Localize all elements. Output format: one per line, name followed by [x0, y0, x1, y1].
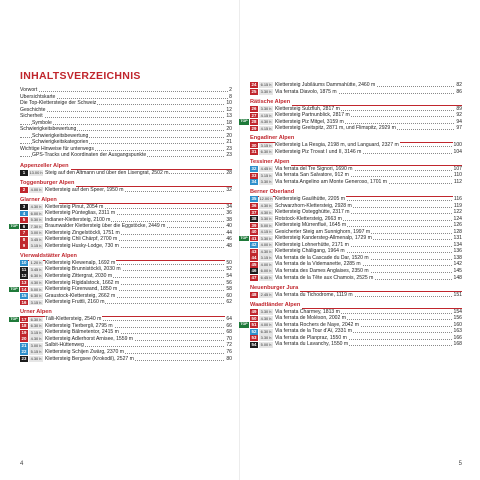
- top-badge: TOP: [240, 119, 248, 124]
- region-name: Vierwaldstätter Alpen: [20, 252, 77, 259]
- entry-title: Via ferrata de la Tête aux Chamois, 2525 m: [275, 274, 374, 281]
- route-number-badge: 18: [21, 323, 27, 329]
- entry-title: Klettersteig Brunnistöckli, 2030 m: [45, 266, 121, 273]
- region-name: Rätische Alpen: [250, 98, 291, 105]
- entry-title: Via ferrata de la Videmanette, 2285 m: [275, 261, 361, 268]
- route-number-badge: 47: [251, 274, 257, 280]
- duration-badge: 5.00 h: [260, 341, 272, 347]
- entry-title: Klettersteig Zittergrat, 2030 m: [45, 273, 113, 280]
- route-number-badge: 4: [20, 211, 28, 217]
- route-number-badge: 21: [21, 342, 27, 348]
- entry-page: 163: [453, 328, 462, 335]
- entry-title: Via ferrata San Salvatore, 912 m: [275, 172, 349, 179]
- duration-badge: 4.15 h: [260, 125, 272, 131]
- route-number-badge: 37: [251, 209, 257, 215]
- route-number-badge: 10: [21, 260, 27, 266]
- left-page-number: 4: [20, 461, 24, 467]
- route-number-badge: 26: [251, 105, 257, 111]
- entry-page: 148: [453, 274, 462, 281]
- duration-badge: 13.00 h: [29, 169, 43, 175]
- region-heading: [20, 253, 232, 260]
- duration-badge: 3.30 h: [260, 179, 272, 185]
- entry-title: Via ferrata de Planpraz, 1550 m: [275, 334, 347, 341]
- entry-title: Klettersteig Jubiläums Dammahütte, 2460 m: [275, 82, 376, 88]
- entry-page: 32: [226, 186, 232, 193]
- duration-badge: 3.30 h: [260, 235, 272, 241]
- duration-badge: 6.00 h: [260, 268, 272, 274]
- entry-title: Schwarzhorn-Klettersteig, 2928 m: [275, 202, 352, 209]
- entry-title: Klettersteig Klewenalp, 1692 m: [45, 259, 116, 266]
- entry-title: Klettersteig Fruttli, 2160 m: [45, 299, 105, 306]
- duration-badge: 6.00 h: [30, 210, 42, 216]
- entry-title: Klettersteig Lohnerhütte, 2171 m: [275, 241, 349, 248]
- entry-page: 58: [226, 286, 232, 293]
- region-name: Neuenburger Jura: [250, 284, 299, 291]
- entry-title: Steig auf den Altmann und über den Lisengrat, 2502 m: [45, 169, 169, 176]
- route-number-badge: 45: [251, 261, 257, 267]
- toc-entry[interactable]: [20, 243, 232, 250]
- region-name: Berner Oberland: [250, 189, 295, 196]
- toc-entry[interactable]: [20, 299, 232, 306]
- entry-title: Klettersteig Bälmetentor, 2415 m: [45, 329, 119, 336]
- route-number-badge: 11: [21, 266, 27, 272]
- entry-page: 104: [453, 148, 462, 155]
- entry-page: 126: [453, 222, 462, 229]
- region-heading: [250, 285, 462, 292]
- entry-title: Klettersteig Mürrenfluë, 1645 m: [275, 222, 347, 229]
- top-badge: TOP: [10, 286, 18, 291]
- toc-line-page: 20: [226, 126, 232, 133]
- route-number-badge: 50: [251, 315, 257, 321]
- toc-line-title: Übersichtskarte: [20, 93, 56, 100]
- duration-badge: 3.30 h: [260, 105, 272, 111]
- entry-title: Klettersteig Husky-Lodge, 730 m: [45, 242, 119, 249]
- region-heading: [20, 197, 232, 204]
- top-badge: TOP: [10, 223, 18, 228]
- dot-leader: [20, 91, 232, 92]
- duration-badge: 3.00 h: [30, 230, 42, 236]
- duration-badge: 4.30 h: [30, 355, 42, 361]
- entry-title: Klettersteig Piz Trovat I und II, 3146 m: [275, 148, 362, 155]
- route-number-badge: 9: [20, 243, 28, 249]
- region-name: Tessiner Alpen: [250, 158, 290, 165]
- duration-badge: 3.15 h: [260, 172, 272, 178]
- region-name: Engadiner Alpen: [250, 135, 295, 142]
- toc-entry[interactable]: [250, 341, 462, 348]
- entry-title: Braunwalder Klettersteig über die Eggstöcke, 2449 m: [45, 223, 166, 230]
- entry-title: Via ferrata Diavolo, 1875 m: [275, 88, 337, 95]
- entry-page: 72: [226, 342, 232, 349]
- duration-badge: 3.30 h: [260, 88, 272, 94]
- entry-title: Via ferrata de Moléson, 2002 m: [275, 315, 346, 322]
- toc-line-title: GPS-Tracks und Koordinaten der Ausgangspunkte: [32, 152, 147, 159]
- toc-line-page: 12: [226, 106, 232, 113]
- entry-title: Via ferrata des Dames Anglaises, 2350 m: [275, 268, 369, 275]
- entry-page: 56: [226, 279, 232, 286]
- duration-badge: 4.15 h: [260, 229, 272, 235]
- route-number-badge: 40: [251, 229, 257, 235]
- toc-line-page: 23: [226, 145, 232, 152]
- route-number-badge: 51: [251, 322, 257, 328]
- entry-page: 166: [453, 334, 462, 341]
- entry-title: Klettersteig Tierbergli, 2795 m: [45, 322, 113, 329]
- entry-title: Klettersteig Pinut, 2054 m: [45, 203, 104, 210]
- toc-heading: INHALTSVERZEICHNIS: [20, 70, 141, 82]
- entry-page: 142: [453, 261, 462, 268]
- top-badge: TOP: [10, 316, 18, 321]
- entry-page: 138: [453, 254, 462, 261]
- region-heading: [20, 163, 232, 170]
- entry-page: 128: [453, 228, 462, 235]
- entry-page: 89: [456, 105, 462, 112]
- entry-title: Via ferrata Charmey, 1813 m: [275, 308, 340, 315]
- duration-badge: 3.00 h: [30, 342, 42, 348]
- toc-line-page: 13: [226, 113, 232, 120]
- toc-entry[interactable]: [250, 125, 462, 132]
- entry-title: Tälli-Klettersteig, 2540 m: [45, 316, 102, 323]
- region-heading: [250, 159, 462, 166]
- entry-title: Klettersteig auf den Speer, 1950 m: [45, 186, 124, 193]
- duration-badge: 6.30 h: [30, 293, 42, 299]
- route-number-badge: 2: [20, 187, 28, 193]
- toc-entry[interactable]: [250, 292, 462, 299]
- dot-leader: [20, 117, 232, 118]
- duration-badge: 3.45 h: [30, 266, 42, 272]
- entry-page: 122: [453, 209, 462, 216]
- top-badge: TOP: [240, 235, 248, 240]
- entry-page: 34: [226, 203, 232, 210]
- region-heading: [250, 135, 462, 142]
- route-number-badge: 15: [21, 293, 27, 299]
- route-number-badge: 3: [20, 204, 28, 210]
- entry-title: Via ferrata del Tre Signori, 1690 m: [275, 165, 353, 172]
- route-number-badge: 48: [251, 292, 257, 298]
- toc-line-page: 20: [226, 132, 232, 139]
- duration-badge: 7.30 h: [30, 223, 42, 229]
- toc-line-title: Symbole: [32, 119, 52, 126]
- entry-title: Klettersteig Rigidalstock, 1662 m: [45, 279, 120, 286]
- entry-title: Klettersteig Piz Mitgel, 3159 m: [275, 118, 344, 125]
- toc-line-title: Wichtige Hinweise für unterwegs: [20, 145, 94, 152]
- entry-page: 100: [453, 142, 462, 149]
- duration-badge: 6.30 h: [30, 273, 42, 279]
- region-name: Appenzeller Alpen: [20, 162, 69, 169]
- toc-entry[interactable]: [20, 170, 232, 177]
- entry-title: Via ferrata de la Cascade du Dar, 1520 m: [275, 254, 369, 261]
- route-number-badge: 38: [251, 216, 257, 222]
- entry-page: 46: [226, 236, 232, 243]
- region-heading: [20, 309, 232, 316]
- entry-page: 52: [226, 266, 232, 273]
- route-number-badge: 49: [251, 309, 257, 315]
- duration-badge: 4.30 h: [260, 315, 272, 321]
- entry-title: Via ferrata du Lavanchy, 1550 m: [275, 341, 349, 348]
- route-number-badge: 31: [251, 149, 257, 155]
- entry-page: 28: [226, 169, 232, 176]
- duration-badge: 1.20 h: [30, 260, 42, 266]
- entry-page: 62: [226, 299, 232, 306]
- entry-title: Graustock-Klettersteig, 2662 m: [45, 292, 116, 299]
- entry-page: 40: [226, 223, 232, 230]
- duration-badge: 6.45 h: [260, 274, 272, 280]
- entry-page: 86: [456, 88, 462, 95]
- route-number-badge: 22: [21, 349, 27, 355]
- entry-page: 136: [453, 248, 462, 255]
- toc-line-page: 8: [229, 93, 232, 100]
- region-name: Waadtländer Alpen: [250, 301, 301, 308]
- entry-title: Klettersteig Greitspitz, 2871 m, und Flimspitz, 2929 m: [275, 125, 396, 132]
- duration-badge: 12.00 h: [259, 196, 273, 202]
- route-number-badge: 27: [251, 112, 257, 118]
- entry-page: 68: [226, 329, 232, 336]
- duration-badge: 4.30 h: [30, 204, 42, 209]
- duration-badge: 4.30 h: [260, 209, 272, 215]
- right-toc-column: [240, 82, 462, 348]
- duration-badge: 4.00 h: [260, 322, 272, 328]
- toc-line-page: 21: [226, 139, 232, 146]
- toc-line-title: Schwierigkeitsbewertung: [20, 126, 77, 133]
- entry-page: 48: [226, 242, 232, 249]
- entry-page: 134: [453, 241, 462, 248]
- duration-badge: 4.30 h: [260, 248, 272, 254]
- duration-badge: 4.00 h: [30, 186, 42, 192]
- toc-line-title: Vorwort: [20, 87, 38, 93]
- entry-page: 110: [453, 172, 462, 179]
- entry-title: Klettersteig Chli Chärpf, 2700 m: [45, 236, 118, 243]
- duration-badge: 4.00 h: [260, 242, 272, 248]
- route-number-badge: 41: [251, 235, 257, 241]
- route-number-badge: 34: [251, 179, 257, 185]
- route-number-badge: 53: [251, 335, 257, 341]
- entry-title: Via ferrata du Tichodrome, 1119 m: [275, 291, 353, 298]
- duration-badge: 4.30 h: [260, 202, 272, 208]
- route-number-badge: 5: [20, 217, 28, 223]
- duration-badge: 6.30 h: [30, 316, 42, 322]
- entry-page: 160: [453, 321, 462, 328]
- toc-line-page: 2: [229, 87, 232, 93]
- route-number-badge: 54: [251, 341, 257, 347]
- route-number-badge: 43: [251, 248, 257, 254]
- entry-page: 97: [456, 125, 462, 132]
- entry-title: Klettersteig Partnunblick, 2817 m: [275, 112, 350, 119]
- entry-title: Klettersteig Adlerhorst Arnisee, 1559 m: [45, 335, 134, 342]
- top-badge: TOP: [240, 322, 248, 327]
- toc-line-title: Sicherheit: [20, 113, 43, 120]
- entry-title: Salbit-Hüttenweg: [45, 342, 84, 349]
- entry-page: 76: [226, 349, 232, 355]
- toc-line-title: Die Top-Klettersteige der Schweiz: [20, 100, 97, 107]
- toc-entry[interactable]: [250, 275, 462, 282]
- entry-title: Klettersteig Gaulihütte, 2205 m: [275, 196, 345, 203]
- entry-title: Klettersteig Bergsee (Krokodil), 2527 m: [45, 355, 134, 362]
- route-number-badge: 19: [21, 329, 27, 335]
- duration-badge: 4.45 h: [260, 166, 272, 172]
- route-number-badge: 52: [251, 328, 257, 334]
- entry-page: 60: [226, 292, 232, 299]
- route-number-badge: 29: [251, 125, 257, 131]
- toc-entry[interactable]: [250, 149, 462, 156]
- duration-badge: 3.15 h: [30, 329, 42, 335]
- route-number-badge: 8: [20, 237, 28, 243]
- entry-page: 124: [453, 215, 462, 222]
- entry-page: 112: [453, 178, 462, 185]
- region-name: Toggenburger Alpen: [20, 179, 75, 186]
- entry-page: 156: [453, 315, 462, 322]
- route-number-badge: 14: [21, 286, 27, 292]
- entry-title: Via ferrata de la Tour d'Aï, 2331 m: [275, 328, 352, 335]
- duration-badge: 4.30 h: [260, 119, 272, 125]
- region-name: Urner Alpen: [20, 309, 52, 316]
- dot-leader: [20, 111, 232, 112]
- route-number-badge: 25: [251, 88, 257, 94]
- duration-badge: 4.00 h: [260, 261, 272, 267]
- route-number-badge: 39: [251, 222, 257, 228]
- right-page-number: 5: [458, 461, 462, 467]
- entry-page: 66: [226, 322, 232, 329]
- duration-badge: 2.45 h: [260, 292, 272, 298]
- route-number-badge: 23: [21, 355, 27, 361]
- right-page: [240, 0, 480, 480]
- toc-line-title: Geschichte: [20, 106, 46, 113]
- entry-page: 80: [226, 355, 232, 362]
- duration-badge: 4.30 h: [30, 279, 42, 285]
- entry-page: 168: [453, 341, 462, 348]
- toc-line-page: 10: [226, 100, 232, 107]
- route-number-badge: 33: [251, 172, 257, 178]
- entry-page: 92: [456, 112, 462, 119]
- entry-page: 64: [226, 316, 232, 323]
- route-number-badge: 28: [251, 119, 257, 125]
- entry-page: 94: [456, 118, 462, 125]
- entry-page: 38: [226, 216, 232, 223]
- duration-badge: 3.30 h: [260, 335, 272, 341]
- duration-badge: 5.00 h: [30, 286, 42, 292]
- duration-badge: 4.30 h: [30, 336, 42, 342]
- entry-page: 54: [226, 273, 232, 280]
- route-number-badge: 30: [251, 142, 257, 148]
- duration-badge: 3.45 h: [30, 236, 42, 242]
- toc-entry[interactable]: [20, 187, 232, 194]
- entry-page: 44: [226, 229, 232, 236]
- duration-badge: 3.15 h: [30, 243, 42, 249]
- entry-page: 107: [453, 165, 462, 172]
- route-number-badge: 17: [21, 316, 27, 322]
- left-toc-column: [10, 87, 232, 362]
- route-number-badge: 42: [251, 242, 257, 248]
- duration-badge: 3.30 h: [260, 309, 272, 315]
- entry-page: 116: [453, 196, 462, 203]
- duration-badge: 5.30 h: [30, 217, 42, 223]
- entry-title: Klettersteig Fürenwand, 1850 m: [45, 286, 118, 293]
- entry-page: 50: [226, 259, 232, 266]
- route-number-badge: 24: [251, 82, 257, 88]
- duration-badge: 3.15 h: [260, 142, 272, 148]
- toc-line[interactable]: [20, 152, 232, 159]
- duration-badge: 5.15 h: [30, 349, 42, 355]
- route-number-badge: 20: [21, 336, 27, 342]
- entry-title: Rotstock-Klettersteig, 2663 m: [275, 215, 342, 222]
- route-number-badge: 44: [251, 255, 257, 261]
- route-number-badge: 13: [21, 279, 27, 285]
- route-number-badge: 6: [20, 224, 28, 230]
- route-number-badge: 32: [251, 166, 257, 172]
- entry-page: 154: [453, 308, 462, 315]
- route-number-badge: 12: [21, 273, 27, 279]
- entry-page: 151: [453, 291, 462, 298]
- entry-page: 82: [456, 82, 462, 88]
- toc-line-page: 23: [226, 152, 232, 159]
- entry-title: Klettersteig Kandersteg-Allmenalp, 1729 m: [275, 235, 372, 242]
- route-number-badge: 16: [21, 299, 27, 305]
- toc-line-page: 18: [226, 119, 232, 126]
- entry-title: Klettersteig La Resgia, 2198 m, und Languard, 2327 m: [275, 142, 399, 149]
- region-heading: [250, 302, 462, 309]
- toc-entry[interactable]: [250, 179, 462, 186]
- entry-title: Via ferrata Angelino am Monte Generoso, 1701 m: [275, 178, 388, 185]
- region-heading: [250, 99, 462, 106]
- route-number-badge: 36: [251, 202, 257, 208]
- duration-badge: 6.30 h: [260, 149, 272, 155]
- entry-title: Klettersteig Ostegghütte, 2317 m: [275, 209, 350, 216]
- duration-badge: 4.15 h: [260, 112, 272, 118]
- duration-badge: 6.15 h: [260, 82, 272, 88]
- toc-entry[interactable]: [20, 356, 232, 363]
- region-heading: [20, 180, 232, 187]
- duration-badge: 6.30 h: [30, 323, 42, 329]
- duration-badge: 6.30 h: [260, 328, 272, 334]
- entry-page: 70: [226, 335, 232, 342]
- toc-entry[interactable]: [250, 89, 462, 96]
- entry-page: 119: [453, 202, 462, 209]
- entry-title: Klettersteig Zingelstöckli, 1751 m: [45, 229, 120, 236]
- entry-title: Klettersteig Schijen Zwärg, 2370 m: [45, 349, 124, 355]
- entry-title: Klettersteig Chäligang, 1964 m: [275, 248, 345, 255]
- entry-page: 131: [453, 235, 462, 242]
- entry-title: Gesicherter Steig am Sunnighorn, 1997 m: [275, 228, 371, 235]
- duration-badge: 3.15 h: [260, 255, 272, 261]
- region-name: Glarner Alpen: [20, 196, 57, 203]
- region-heading: [250, 189, 462, 196]
- entry-title: Indianer-Klettersteig, 2100 m: [45, 216, 111, 223]
- duration-badge: 5.00 h: [260, 222, 272, 228]
- route-number-badge: 35: [251, 196, 257, 202]
- route-number-badge: 46: [251, 268, 257, 274]
- route-number-badge: 1: [20, 170, 28, 176]
- toc-line-title: Schwierigkeitskategorien: [32, 139, 89, 146]
- entry-title: Klettersteig Sulzfluh, 2817 m: [275, 105, 340, 112]
- route-number-badge: 7: [20, 230, 28, 236]
- entry-page: 36: [226, 210, 232, 217]
- duration-badge: 3.15 h: [30, 299, 42, 305]
- entry-title: Via ferrata Rochers de Naye, 2042 m: [275, 321, 359, 328]
- toc-line-title: Schwierigkeitsbewertung: [32, 132, 89, 139]
- duration-badge: 3.30 h: [260, 216, 272, 222]
- entry-title: Klettersteig Pùnteglias, 2311 m: [45, 210, 116, 217]
- entry-page: 145: [453, 268, 462, 275]
